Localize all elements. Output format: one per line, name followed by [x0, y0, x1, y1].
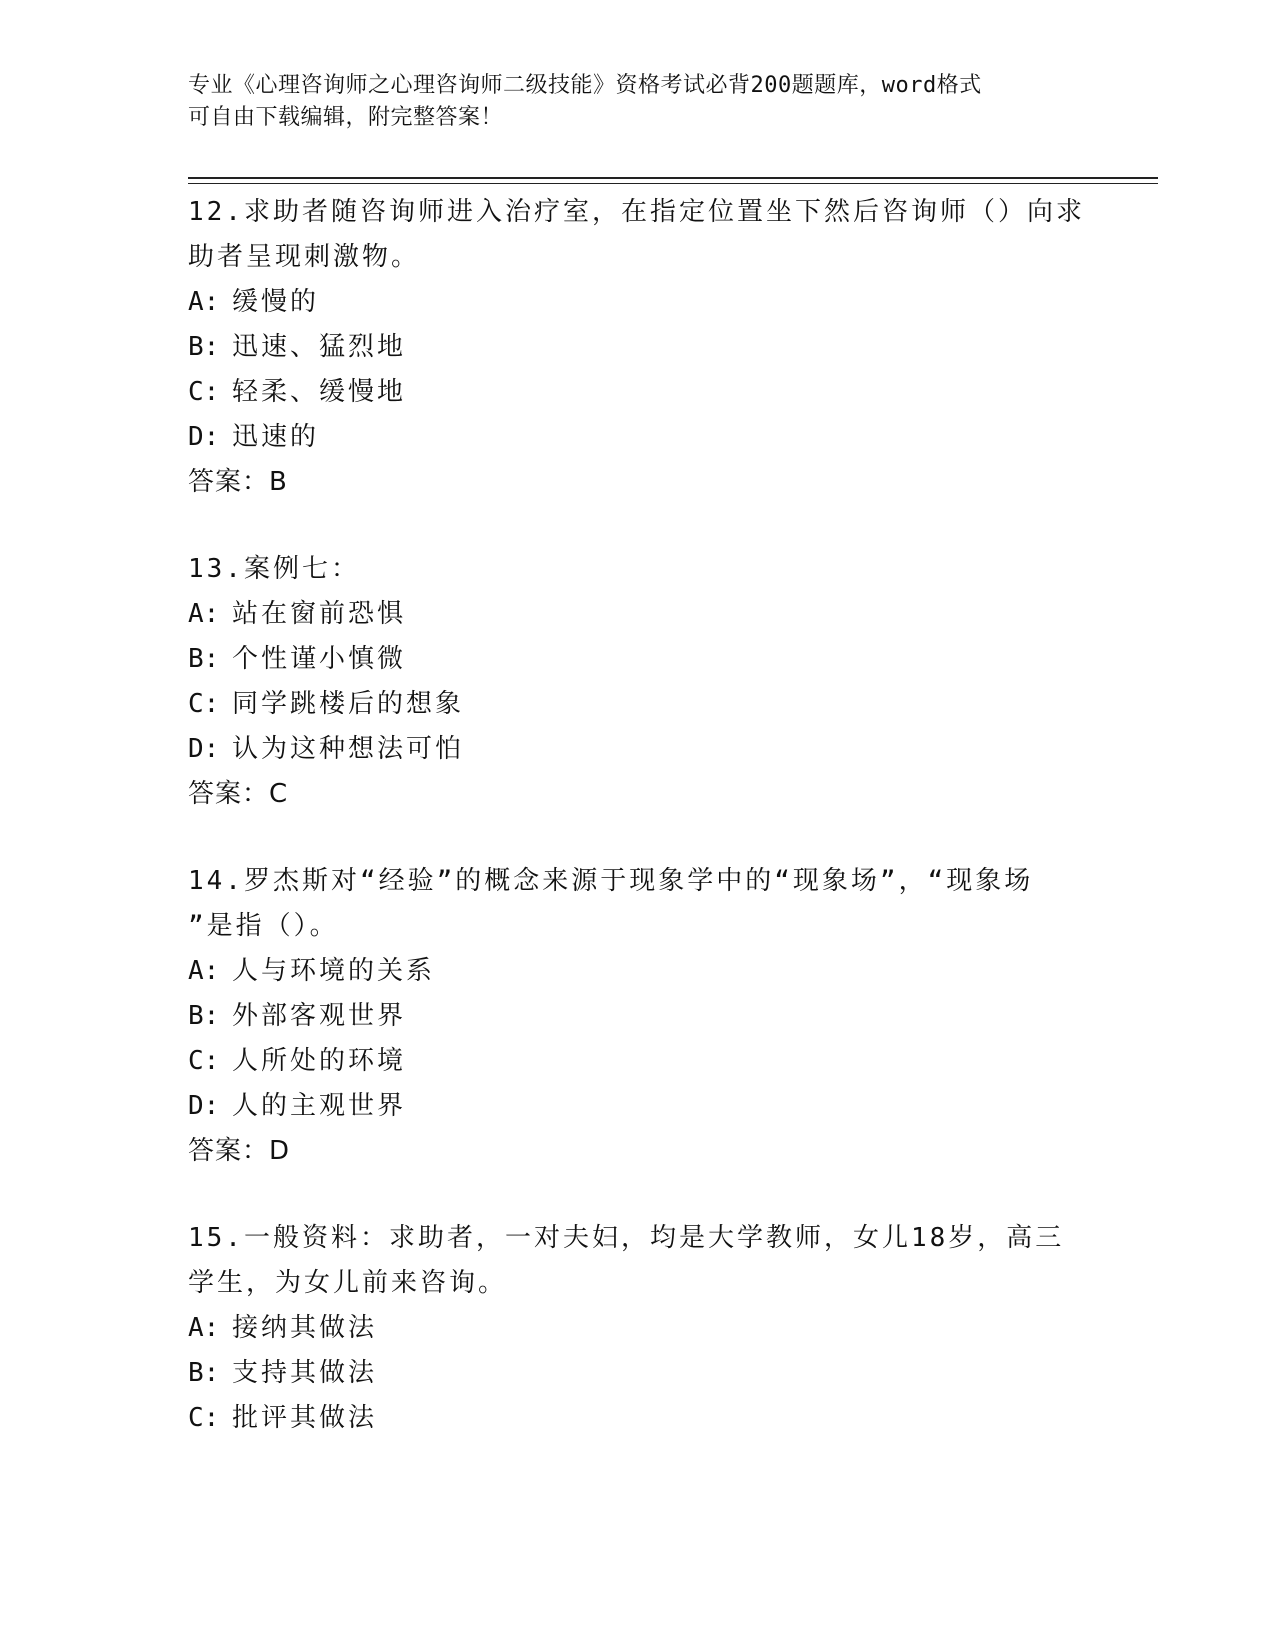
question-stem-line: 学生，为女儿前来咨询。 — [188, 1268, 508, 1298]
option-a — [188, 949, 1088, 994]
option-key: B: — [188, 1358, 220, 1388]
option-key: A: — [188, 956, 220, 986]
question-stem-line: 15.一般资料：求助者，一对夫妇，均是大学教师，女儿18岁，高三 — [188, 1223, 1065, 1253]
option-key: A: — [188, 1313, 220, 1343]
option-text: 轻柔、缓慢地 — [232, 377, 407, 407]
option-key: D: — [188, 422, 220, 452]
question-12 — [188, 190, 1088, 505]
question-stem-line: 助者呈现刺激物。 — [188, 242, 421, 272]
option-text: 人的主观世界 — [232, 1091, 407, 1121]
option-key: B: — [188, 332, 220, 362]
option-d — [188, 727, 1088, 772]
option-text: 人所处的环境 — [232, 1046, 407, 1076]
option-a — [188, 280, 1088, 325]
question-stem — [188, 859, 1088, 949]
question-13 — [188, 547, 1088, 817]
option-text: 认为这种想法可怕 — [232, 734, 465, 764]
option-a — [188, 1306, 1088, 1351]
option-key: A: — [188, 599, 220, 629]
option-text: 支持其做法 — [232, 1358, 378, 1388]
option-key: B: — [188, 644, 220, 674]
question-stem-line: 12.求助者随咨询师进入治疗室，在指定位置坐下然后咨询师（）向求 — [188, 197, 1085, 227]
answer-line: 答案：C — [188, 779, 289, 809]
option-key: B: — [188, 1001, 220, 1031]
question-stem-line: 14.罗杰斯对“经验”的概念来源于现象学中的“现象场”，“现象场 — [188, 866, 1034, 896]
option-c — [188, 1039, 1088, 1084]
question-14 — [188, 859, 1088, 1174]
option-d — [188, 1084, 1088, 1129]
option-text: 外部客观世界 — [232, 1001, 407, 1031]
question-stem — [188, 547, 1088, 592]
option-key: C: — [188, 1046, 220, 1076]
option-a — [188, 592, 1088, 637]
option-c — [188, 370, 1088, 415]
option-b — [188, 325, 1088, 370]
document-header — [188, 70, 1088, 134]
option-key: A: — [188, 287, 220, 317]
option-b — [188, 994, 1088, 1039]
option-text: 缓慢的 — [232, 287, 320, 317]
answer-line: 答案：D — [188, 1136, 291, 1166]
option-text: 迅速的 — [232, 422, 320, 452]
option-text: 个性谨小慎微 — [232, 644, 407, 674]
header-divider-thick — [188, 177, 1158, 179]
option-text: 人与环境的关系 — [232, 956, 436, 986]
question-list — [188, 190, 1088, 1483]
option-b — [188, 1351, 1088, 1396]
question-15 — [188, 1216, 1088, 1441]
option-text: 同学跳楼后的想象 — [232, 689, 465, 719]
option-key: C: — [188, 1403, 220, 1433]
option-key: D: — [188, 734, 220, 764]
option-b — [188, 637, 1088, 682]
option-key: D: — [188, 1091, 220, 1121]
question-stem — [188, 1216, 1088, 1306]
option-text: 站在窗前恐惧 — [232, 599, 407, 629]
option-text: 批评其做法 — [232, 1403, 378, 1433]
question-stem-line: ”是指（）。 — [188, 911, 339, 941]
option-key: C: — [188, 377, 220, 407]
option-d — [188, 415, 1088, 460]
header-divider-thin — [188, 183, 1158, 184]
header-title-line-2: 可自由下载编辑，附完整答案！ — [188, 105, 504, 130]
option-c — [188, 1396, 1088, 1441]
option-text: 迅速、猛烈地 — [232, 332, 407, 362]
option-text: 接纳其做法 — [232, 1313, 378, 1343]
option-c — [188, 682, 1088, 727]
answer-line: 答案：B — [188, 467, 288, 497]
option-key: C: — [188, 689, 220, 719]
question-stem-line: 13.案例七： — [188, 554, 360, 584]
question-stem — [188, 190, 1088, 280]
header-title-line-1: 专业《心理咨询师之心理咨询师二级技能》资格考试必背200题题库，word格式 — [188, 73, 982, 98]
